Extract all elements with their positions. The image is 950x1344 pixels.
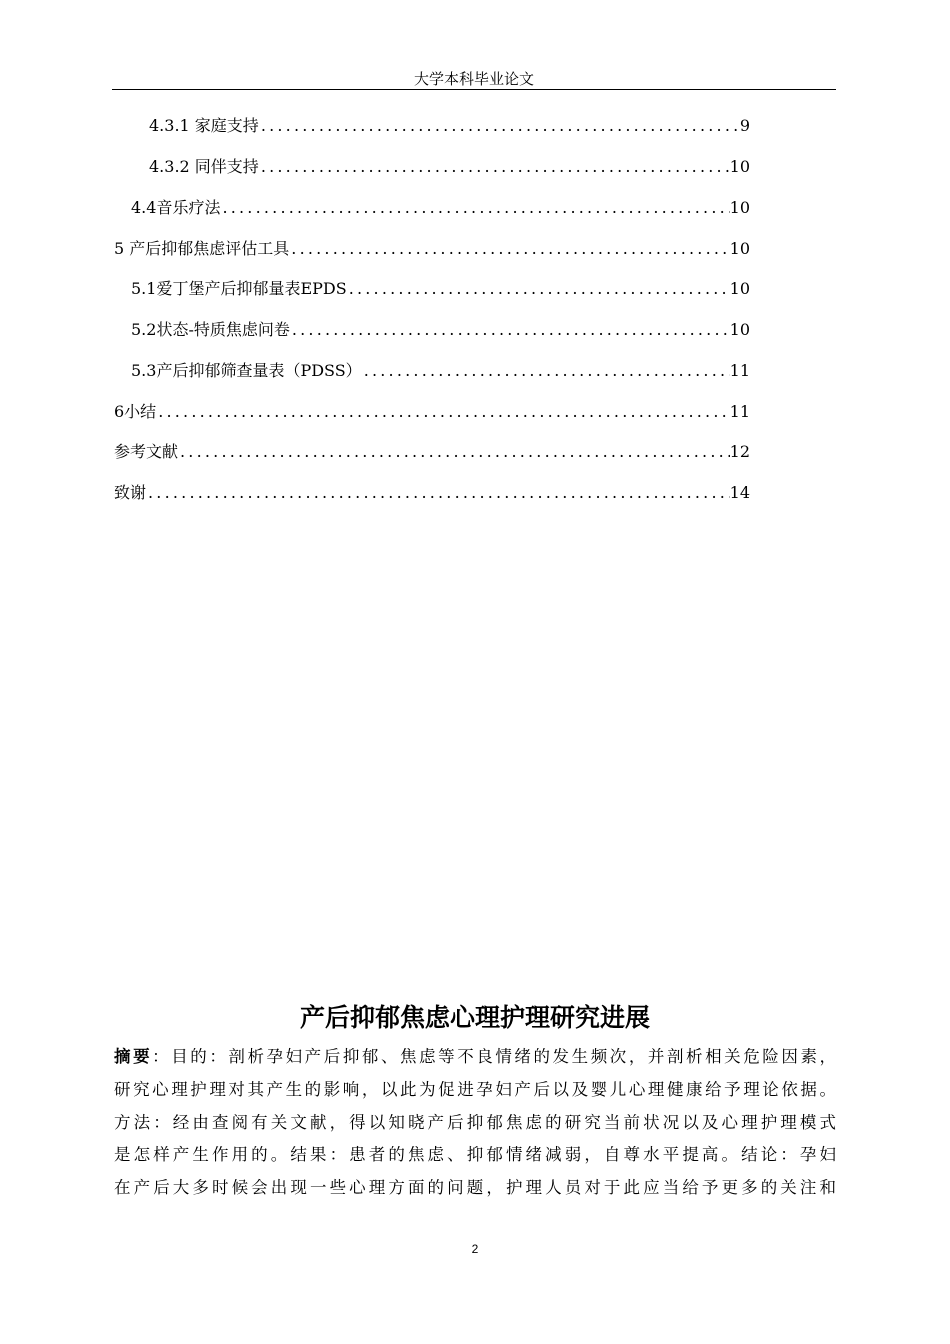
toc-entry-title: 4.3.2 同伴支持 — [149, 157, 259, 176]
toc-dot-leader — [259, 156, 730, 178]
toc-entry[interactable] — [114, 238, 750, 260]
abstract-line: 是怎样产生作用的。结果：患者的焦虑、抑郁情绪减弱，自尊水平提高。结论：孕妇 — [114, 1145, 836, 1164]
toc-entry-title: 5.2状态-特质焦虑问卷 — [131, 320, 290, 339]
toc-dot-leader — [146, 482, 730, 504]
toc-entry-page: 10 — [729, 239, 750, 258]
toc-entry[interactable] — [114, 401, 750, 423]
abstract-label: 摘要 — [114, 1047, 153, 1066]
toc-dot-leader — [178, 441, 730, 463]
toc-entry-page: 11 — [729, 361, 750, 380]
toc-entry-page: 9 — [739, 116, 750, 135]
toc-entry[interactable] — [131, 360, 750, 382]
toc-entry-page: 14 — [729, 483, 750, 502]
toc-entry-title: 5.1爱丁堡产后抑郁量表EPDS — [131, 279, 347, 298]
toc-entry-title: 4.4音乐疗法 — [131, 198, 221, 217]
abstract-line: 方法：经由查阅有关文献，得以知晓产后抑郁焦虑的研究当前状况以及心理护理模式 — [114, 1113, 836, 1132]
toc-entry-page: 10 — [729, 157, 750, 176]
toc-entry-page: 10 — [729, 279, 750, 298]
toc-entry[interactable] — [131, 197, 750, 219]
toc-entry[interactable] — [149, 115, 750, 137]
abstract-line: 研究心理护理对其产生的影响，以此为促进孕妇产后以及婴儿心理健康给予理论依据。 — [114, 1080, 836, 1099]
toc-dot-leader — [259, 115, 740, 137]
toc-entry-title: 5.3产后抑郁筛查量表（PDSS） — [131, 361, 362, 380]
toc-entry-title: 6小结 — [114, 402, 157, 421]
paper-title: 产后抑郁焦虑心理护理研究进展 — [299, 1003, 650, 1032]
toc-entry-title: 5 产后抑郁焦虑评估工具 — [114, 239, 290, 258]
abstract-line — [114, 1046, 836, 1068]
toc-entry-page: 10 — [729, 320, 750, 339]
toc-entry[interactable] — [114, 441, 750, 463]
header-rule — [112, 89, 836, 90]
toc-entry-title: 参考文献 — [114, 442, 179, 461]
toc-entry-page: 12 — [729, 442, 750, 461]
toc-entry[interactable] — [149, 156, 750, 178]
toc-entry[interactable] — [131, 319, 750, 341]
abstract-line: 在产后大多时候会出现一些心理方面的问题，护理人员对于此应当给予更多的关注和 — [114, 1178, 836, 1197]
toc-dot-leader — [290, 319, 730, 341]
toc-dot-leader — [362, 360, 730, 382]
toc-dot-leader — [220, 197, 729, 219]
page-number: 2 — [471, 1242, 479, 1256]
toc-entry-page: 11 — [729, 402, 750, 421]
toc-dot-leader — [156, 401, 729, 423]
running-header: 大学本科毕业论文 — [413, 70, 534, 88]
toc-entry[interactable] — [131, 278, 750, 300]
toc-entry-page: 10 — [729, 198, 750, 217]
toc-entry-title: 4.3.1 家庭支持 — [149, 116, 259, 135]
abstract-line-text: ：目的：剖析孕妇产后抑郁、焦虑等不良情绪的发生频次，并剖析相关危险因素， — [152, 1047, 837, 1066]
toc-dot-leader — [347, 278, 730, 300]
toc-entry-title: 致谢 — [114, 483, 147, 502]
toc-dot-leader — [289, 238, 729, 260]
toc-entry[interactable] — [114, 482, 750, 504]
